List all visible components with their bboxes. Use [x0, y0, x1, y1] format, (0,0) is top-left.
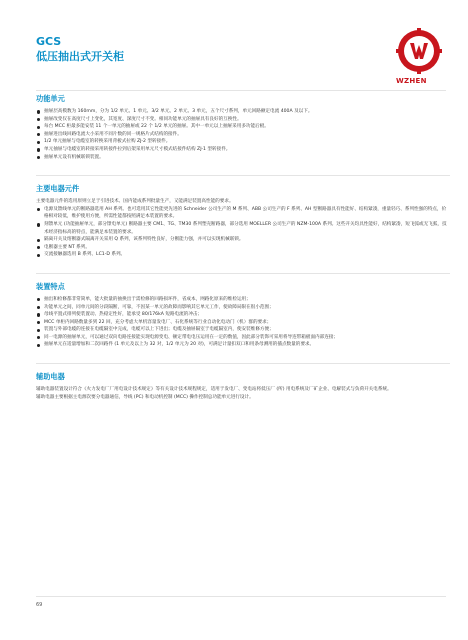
section-title: 功能单元 — [36, 94, 65, 103]
section-title: 主要电器元件 — [36, 184, 80, 194]
list-item: 抽屉单元设有机械联锁装置。 — [36, 154, 450, 162]
list-item: MCC 单柜内回路数量多到 22 回，充分考虑大单机容量发电厂、石化系统等行业自动化电动门（机）群的要求； — [36, 319, 450, 327]
list-item: 电断器主要 NT 系列。 — [36, 244, 450, 252]
list-item: 母线平置式排列使装置动、热稳定性好，能承受 80/176kA 短路电流的冲击； — [36, 311, 450, 319]
paragraph: 辅助电器主要根据主电源次要分电器通信，导线 (PC) 和电动机控制 (MCC) 操作控制总功能单元进行设计。 — [36, 394, 254, 400]
page-number: 69 — [36, 602, 43, 608]
list-item: 电源及馈线单元的断路器选用 AH 系列。也可选用其它性能更先进的 Schneider 公司生产的 M 系列、ABB 公司生产的 F 系列、AH 型断路器具有性能好、结构紧凑，重量轻巧、系列性强的特点，价格相对较低，维护使用方便，所需性能都按照满足本装置的要求。 — [36, 206, 450, 221]
section-main-components — [36, 184, 450, 259]
section-title: 装置特点 — [36, 281, 65, 291]
list-item: 单元抽屉与电缆室的转接采用转接件拉到后架采用单元尺寸模式结接件结构 ZJ-1 型转接件。 — [36, 146, 450, 154]
section-features — [36, 282, 450, 349]
section-auxiliary — [36, 372, 450, 401]
list-item: 交流接触器选用 B 系列、LC1-D 系列。 — [36, 251, 450, 259]
list-item: 同一电源的抽屉单元，可以通过双向电路连接能实现电源变电、额定带电电压运用在一定的数值，因此部分装饰可采用将导连带箱板面内部连接； — [36, 334, 450, 342]
logo-wordmark: WZHEN — [396, 77, 427, 85]
bullet-list — [36, 206, 450, 259]
company-logo-icon — [392, 27, 446, 81]
list-item: 抽屉进出线回路电流大小采用不同片数的同一规格片式结构的接件。 — [36, 131, 450, 139]
main-content — [36, 94, 450, 401]
list-item: 抽屉改变仅在高度尺寸上变化，其宽度、深度尺寸不变。相同功能单元的抽屉具有良好的互换性。 — [36, 116, 450, 124]
list-item: 功能单元之间，同单元间的分段隔断，可靠，不因某一单元的故障而影响其它单元工作，使故障局限在很小范围； — [36, 304, 450, 312]
list-item: 1/2 单元抽屉与电缆室的转换采用背板式拉购 ZJ-2 型转接件。 — [36, 138, 450, 146]
page-header — [36, 34, 124, 64]
bullet-list — [36, 296, 450, 349]
list-item: 抽屉层高模数为 160mm，分为 1/2 单元、1 单元、3/2 单元、2 单元、3 单元，五个尺寸系列，单元回路额定电流 400A 及以下。 — [36, 108, 450, 116]
doc-title-name: 低压抽出式开关柜 — [36, 50, 124, 63]
doc-title-model: GCS — [36, 35, 62, 48]
bullet-list — [36, 108, 450, 161]
section-function-units — [36, 94, 450, 161]
section-title: 辅助电器 — [36, 372, 65, 382]
list-item: 刻馈单元 (功能抽屉单元，部分馈电单元) 断路器主要 CM1、TG、TM30 系列塑壳断路器，部分选用 MOELLER 公司生产的 NZM-100A 系列。这些开关均具性能好，结构紧凑，短飞弧或无飞弧，技术经济指标高的特点，能满足本装置的要求。 — [36, 221, 450, 236]
list-item: 隔离开关及熔断器式隔离开关采用 Q 系列，该系列特性良好，分断能力强，并可以实现机械联锁。 — [36, 236, 450, 244]
paragraph: 辅助电器装置设计符合《火力发电厂厂用电设计技术规定》等有关设计技术规程规定，适用于发电厂、变电站将低压厂 (所) 用电系统及厂矿企业、电解装式与负荷开关电系统。 — [36, 387, 392, 393]
header-divider — [36, 90, 446, 91]
section-intro: 主要电器元件的选用原则立足于引进技术、国内能成系列批量生产，又能满足装置高性能的要求。 — [36, 199, 234, 205]
list-item: 抽屉单元在适量增加和二次回路件 (1 单元及以上为 32 对，1/2 单元为 20 对)，可满足计量扣双口和用条母测用的插点数量的要求。 — [36, 341, 450, 349]
section-divider — [36, 273, 450, 274]
list-item: 抽出和检修都非常简单，能大批量的抽换出于需检修的回路损坏件，省成本，网路化原来的维检运用； — [36, 296, 450, 304]
footer-divider — [36, 596, 446, 597]
list-item: 装置与外部电缆的连接在电缆隔室中完成，电缆可以上下进出；电缆及抽屉隔室于电缆隔室内，使安装维修方便； — [36, 326, 450, 334]
section-divider — [36, 363, 450, 364]
section-divider — [36, 175, 450, 176]
list-item: 每台 MCC 柜最多能安装 11 个一单元的抽屉或 22 个 1/2 单元的抽屉。其中一单元以上抽屉采用多功能后板。 — [36, 123, 450, 131]
